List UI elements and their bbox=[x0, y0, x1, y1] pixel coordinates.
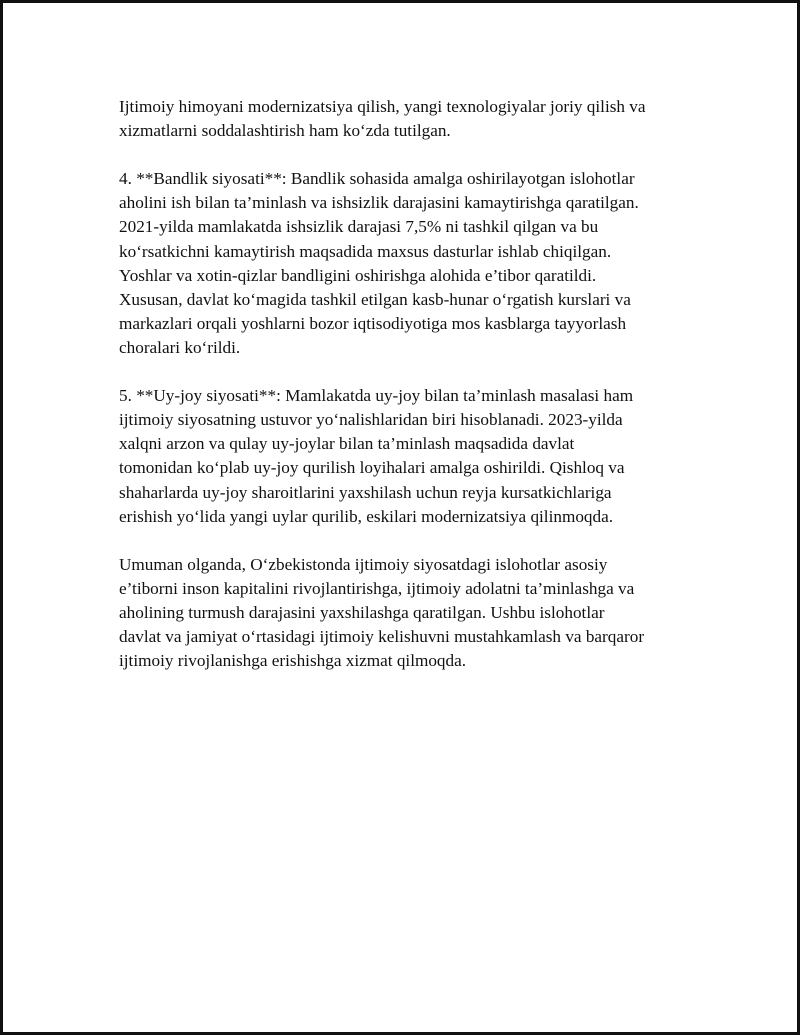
text-line: shaharlarda uy-joy sharoitlarini yaxshilash uchun reyja kursatkichlariga bbox=[119, 482, 612, 502]
text-line: ijtimoiy rivojlanishga erishishga xizmat qilmoqda. bbox=[119, 651, 467, 671]
text-line: aholining turmush darajasini yaxshilashga qaratilgan. Ushbu islohotlar bbox=[119, 602, 605, 622]
text-line: Ijtimoiy himoyani modernizatsiya qilish, yangi texnologiyalar joriy qilish va bbox=[119, 97, 646, 116]
paragraph-bandlik-siyosati bbox=[119, 167, 709, 360]
text-line: davlat va jamiyat o‘rtasidagi ijtimoiy kelishuvni mustahkamlash va barqaror bbox=[119, 627, 645, 647]
paragraph-intro-continuation bbox=[119, 95, 709, 143]
paragraph-uy-joy-siyosati bbox=[119, 384, 709, 529]
text-line: choralari ko‘rildi. bbox=[119, 337, 241, 357]
text-line: ijtimoiy siyosatning ustuvor yo‘nalishlaridan biri hisoblanadi. 2023-yilda bbox=[119, 410, 623, 430]
text-line: ko‘rsatkichni kamaytirish maqsadida maxsus dasturlar ishlab chiqilgan. bbox=[119, 241, 612, 261]
text-line: xizmatlarni soddalashtirish ham ko‘zda tutilgan. bbox=[119, 121, 451, 141]
text-line: 5. **Uy-joy siyosati**: Mamlakatda uy-joy bilan ta’minlash masalasi ham bbox=[119, 386, 634, 406]
document-body bbox=[119, 95, 709, 673]
text-line: Xususan, davlat ko‘magida tashkil etilgan kasb-hunar o‘rgatish kurslari va bbox=[119, 289, 631, 309]
text-line: 2021-yilda mamlakatda ishsizlik darajasi 7,5% ni tashkil qilgan va bu bbox=[119, 217, 599, 237]
text-line: Umuman olganda, O‘zbekistonda ijtimoiy siyosatdagi islohotlar asosiy bbox=[119, 554, 608, 574]
text-line: tomonidan ko‘plab uy-joy qurilish loyihalari amalga oshirildi. Qishloq va bbox=[119, 458, 625, 478]
text-line: Yoshlar va xotin-qizlar bandligini oshirishga alohida e’tibor qaratildi. bbox=[119, 265, 597, 285]
text-line: erishish yo‘lida yangi uylar qurilib, eskilari modernizatsiya qilinmoqda. bbox=[119, 506, 614, 526]
paragraph-conclusion bbox=[119, 553, 709, 673]
text-line: 4. **Bandlik siyosati**: Bandlik sohasida amalga oshirilayotgan islohotlar bbox=[119, 169, 635, 189]
text-line: aholini ish bilan ta’minlash va ishsizlik darajasini kamaytirishga qaratilgan. bbox=[119, 193, 639, 213]
text-line: e’tiborni inson kapitalini rivojlantirishga, ijtimoiy adolatni ta’minlashga va bbox=[119, 578, 635, 598]
text-line: markazlari orqali yoshlarni bozor iqtisodiyotiga mos kasblarga tayyorlash bbox=[119, 313, 627, 333]
text-line: xalqni arzon va qulay uy-joylar bilan ta’minlash maqsadida davlat bbox=[119, 434, 575, 454]
